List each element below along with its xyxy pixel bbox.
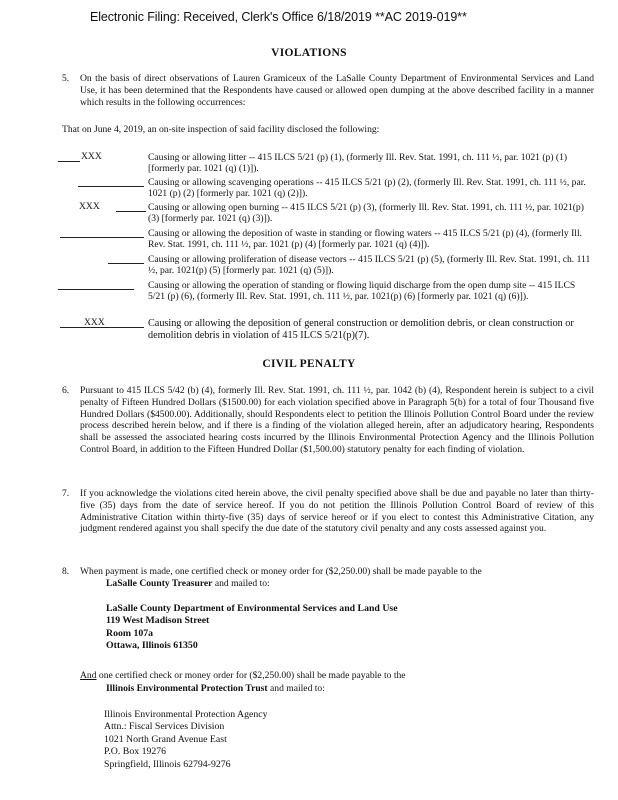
payee-iepa-trust: Illinois Environmental Protection Trust: [106, 683, 268, 694]
violation-marker: [58, 254, 144, 265]
violation-marker: [58, 280, 144, 291]
violation-marker: [58, 228, 144, 239]
blank-line: [108, 263, 144, 264]
address-line: 119 West Madison Street: [106, 615, 210, 627]
and-line-text: one certified check or money order for ($2,250.00) shall be made payable to the: [96, 670, 406, 681]
violation-text: Causing or allowing the operation of standing or flowing liquid discharge from the open dump site -- 415 ILCS 5/21 (p) (6), (formerly Ill. Rev. Stat. 1991, ch. 111 ½, par. 1021(p) (6) [formerly par. 1021 (q) (6)]).: [148, 280, 576, 303]
paragraph-5-number: 5.: [62, 73, 70, 84]
paragraph-8-and-line: [80, 670, 406, 682]
and-word: And: [80, 670, 97, 681]
paragraph-8-line1: When payment is made, one certified check or money order for ($2,250.00) shall be made payable to the: [80, 566, 482, 577]
violation-text: Causing or allowing scavenging operations -- 415 ILCS 5/21 (p) (2), (formerly Ill. Rev. Stat. 1991, ch. 111 ½, par. 1021 (p) (2) [formerly par. 1021 (q) (2)]).: [148, 177, 586, 200]
address-line: LaSalle County Department of Environmental Services and Land Use: [106, 603, 398, 614]
blank-line: [116, 211, 146, 212]
violation-check: XXX: [79, 201, 100, 212]
violations-heading: VIOLATIONS: [271, 47, 347, 59]
address-line: Ottawa, Illinois 61350: [106, 640, 198, 652]
address-line: Illinois Environmental Protection Agency: [104, 709, 268, 720]
address-lasalle-county: [106, 603, 398, 653]
address-line: Springfield, Illinois 62794-9276: [104, 758, 231, 770]
address-line: 1021 North Grand Avenue East: [104, 733, 227, 745]
violation-marker: [58, 202, 144, 213]
violation-check: XXX: [84, 317, 105, 328]
blank-line: [78, 186, 144, 187]
blank-line: [58, 289, 134, 290]
blank-line: [58, 161, 80, 162]
paragraph-7-text: If you acknowledge the violations cited herein above, the civil penalty specified above shall be due and payable no later than thirty-five (35) days from the date of service hereof. If you do not petition the Illinois Pollution Control Board of review of this Administrative Citation within thirty-five (35) days of service hereof or if you elect to contest this Administrative Citation, any judgment rendered against you shall specify the due date of the statutory civil penalty and any costs assessed against you.: [80, 488, 594, 535]
address-line: Attn.: Fiscal Services Division: [104, 721, 225, 733]
mailed-to-text: and mailed to:: [267, 683, 325, 694]
violation-text: Causing or allowing litter -- 415 ILCS 5/21 (p) (1), (formerly Ill. Rev. Stat. 1991, ch. 111 ½, par. 1021 (p) (1) [formerly par. 1021 (q) (1)]).: [148, 152, 568, 175]
paragraph-8-payee2-line: [106, 683, 325, 695]
blank-line: [60, 237, 144, 238]
paragraph-6-text: Pursuant to 415 ILCS 5/42 (b) (4), formerly Ill. Rev. Stat. 1991, ch. 111 ½, par. 1042 (b) (4), Respondent herein is subject to a civil penalty of Fifteen Hundred Dollars ($1500.00) for each violation specified above in Paragraph 5(b) for a total of four Thousand five Hundred Dollars ($4500.00). Additionally, should Respondents elect to petition the Illinois Pollution Control Board under the review process described herein below, and if there is a finding of the violation alleged herein, after an adjudicatory hearing, Respondents shall be assessed the associated hearing costs incurred by the Illinois Environmental Protection Agency and the Illinois Pollution Control Board, in addition to the Fifteen Hundred Dollar ($1,500.00) statutory penalty for each finding of violation.: [80, 385, 594, 455]
violation-check: XXX: [81, 151, 102, 162]
violation-marker: [58, 318, 144, 329]
address-iepa: [104, 709, 268, 771]
address-line: Room 107a: [106, 627, 154, 639]
paragraph-6-number: 6.: [62, 385, 70, 396]
violation-marker: [58, 152, 144, 163]
violation-text: Causing or allowing the deposition of waste in standing or flowing waters -- 415 ILCS 5/21 (p) (4), (formerly Ill. Rev. Stat. 1991, ch. 111 ½, par. 1021 (p) (4) [formerly par. 1021 (q) (4)]).: [148, 228, 583, 251]
civil-penalty-heading: CIVIL PENALTY: [262, 358, 356, 370]
violation-marker: [58, 177, 144, 188]
violation-text: Causing or allowing open burning -- 415 ILCS 5/21 (p) (3), (formerly Ill. Rev. Stat. 1991, ch. 111 ½, par. 1021(p) (3) [formerly par. 1021 (q) (3)]).: [148, 202, 584, 225]
paragraph-7-number: 7.: [62, 488, 70, 499]
inspection-intro: That on June 4, 2019, an on-site inspection of said facility disclosed the following:: [62, 124, 380, 135]
payee-lasalle-treasurer: LaSalle County Treasurer: [106, 578, 213, 589]
electronic-filing-banner: Electronic Filing: Received, Clerk's Office 6/18/2019 **AC 2019-019**: [90, 10, 467, 24]
address-line: P.O. Box 19276: [104, 746, 167, 758]
paragraph-5-text: On the basis of direct observations of Lauren Gramiceux of the LaSalle County Department of Environmental Services and Land Use, it has been determined that the Respondents have caused or allowed open dumping at the above described facility in a manner which results in the following occurrences:: [80, 73, 594, 108]
mailed-to-text: and mailed to:: [212, 578, 270, 589]
paragraph-8-payee-line: [106, 578, 270, 590]
violation-text: Causing or allowing the deposition of general construction or demolition debris, or clean construction or demolition debris in violation of 415 ILCS 5/21(p)(7).: [148, 318, 574, 342]
paragraph-8-number: 8.: [62, 566, 70, 577]
violation-text: Causing or allowing proliferation of disease vectors -- 415 ILCS 5/21 (p) (5), (formerly Ill. Rev. Stat. 1991, ch. 111 ½, par. 1021(p) (5) [formerly par. 1021 (q) (5)]).: [148, 254, 591, 277]
